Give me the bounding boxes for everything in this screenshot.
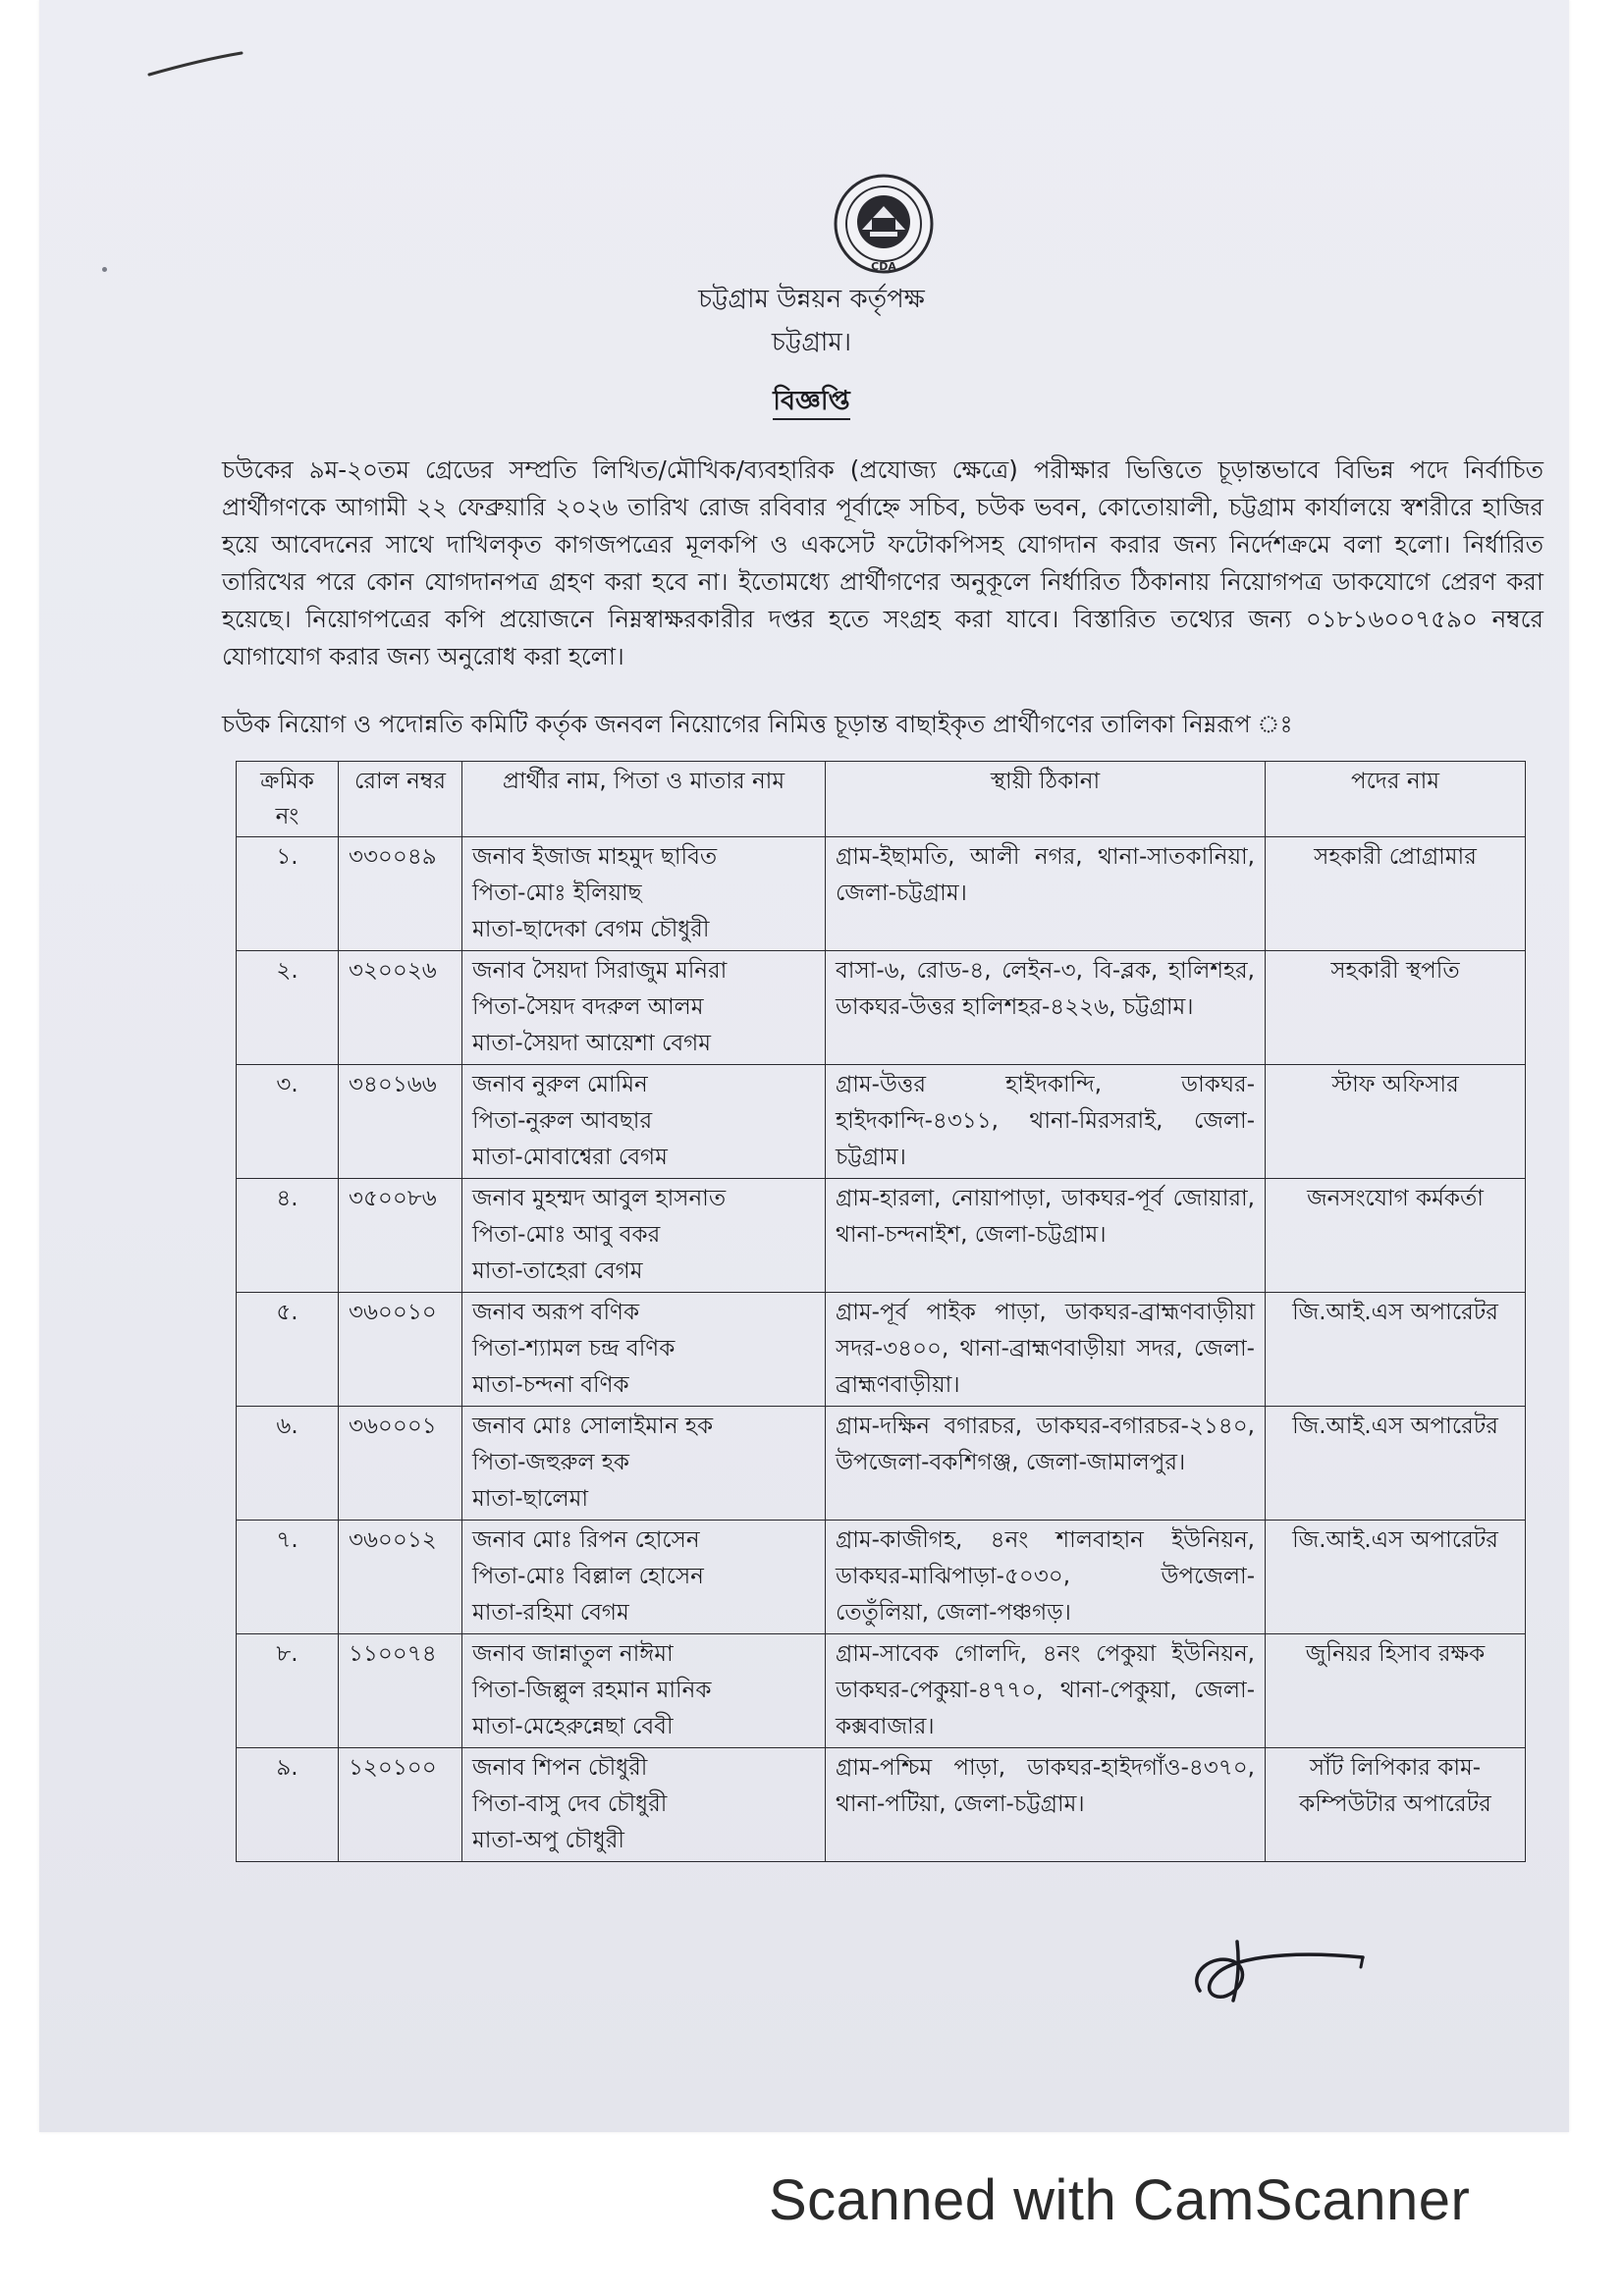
cell-serial: ৬.	[237, 1407, 339, 1521]
mother-name: মাতা-মেহেরুন্নেছা বেবী	[472, 1714, 674, 1739]
cell-address: গ্রাম-পূর্ব পাইক পাড়া, ডাকঘর-ব্রাহ্মণবাড়ীয়া সদর-৩৪০০, থানা-ব্রাহ্মণবাড়ীয়া সদর, জেলা-ব্রাহ্মণবাড়ীয়া।	[826, 1293, 1266, 1407]
cell-roll: ৩৪০১৬৬	[339, 1065, 462, 1179]
father-name: পিতা-সৈয়দ বদরুল আলম	[472, 994, 704, 1020]
mother-name: মাতা-মোবাশ্বেরা বেগম	[472, 1145, 668, 1170]
cell-names	[462, 1634, 826, 1748]
table-row	[237, 1407, 1526, 1521]
organization-city: চট্টগ্রাম।	[771, 328, 852, 357]
cell-names	[462, 1293, 826, 1407]
cell-roll: ৩৬০০১০	[339, 1293, 462, 1407]
cell-serial: ৩.	[237, 1065, 339, 1179]
header-post: পদের নাম	[1266, 762, 1526, 837]
table-row	[237, 951, 1526, 1065]
mother-name: মাতা-চন্দনা বণিক	[472, 1372, 629, 1398]
father-name: পিতা-নুরুল আবছার	[472, 1108, 653, 1134]
table-header-row	[237, 762, 1526, 837]
cell-serial: ২.	[237, 951, 339, 1065]
header-serial: ক্রমিক নং	[237, 762, 339, 837]
candidate-name: জনাব নুরুল মোমিন	[472, 1072, 648, 1097]
header-roll: রোল নম্বর	[339, 762, 462, 837]
table-row	[237, 1748, 1526, 1862]
cell-post: জি.আই.এস অপারেটর	[1266, 1293, 1526, 1407]
mother-name: মাতা-ছাদেকা বেগম চৌধুরী	[472, 917, 710, 942]
cell-names	[462, 1065, 826, 1179]
cell-post: সহকারী প্রোগ্রামার	[1266, 837, 1526, 951]
table-row	[237, 1634, 1526, 1748]
cell-roll: ৩৩০০৪৯	[339, 837, 462, 951]
cell-post: সাঁট লিপিকার কাম-কম্পিউটার অপারেটর	[1266, 1748, 1526, 1862]
header-name: প্রার্থীর নাম, পিতা ও মাতার নাম	[462, 762, 826, 837]
cell-address: গ্রাম-দক্ষিন বগারচর, ডাকঘর-বগারচর-২১৪০, উপজেলা-বকশিগঞ্জ, জেলা-জামালপুর।	[826, 1407, 1266, 1521]
cell-serial: ৯.	[237, 1748, 339, 1862]
cell-names	[462, 1407, 826, 1521]
cell-names	[462, 1748, 826, 1862]
cell-post: জুনিয়র হিসাব রক্ষক	[1266, 1634, 1526, 1748]
candidate-name: জনাব মোঃ রিপন হোসেন	[472, 1527, 700, 1553]
candidate-name: জনাব শিপন চৌধুরী	[472, 1755, 648, 1781]
candidate-table	[236, 761, 1526, 1862]
cell-address: গ্রাম-উত্তর হাইদকান্দি, ডাকঘর-হাইদকান্দি-৪৩১১, থানা-মিরসরাই, জেলা-চট্টগ্রাম।	[826, 1065, 1266, 1179]
cell-roll: ১২০১০০	[339, 1748, 462, 1862]
father-name: পিতা-বাসু দেব চৌধুরী	[472, 1791, 668, 1817]
table-row	[237, 1293, 1526, 1407]
cell-names	[462, 837, 826, 951]
father-name: পিতা-জিল্লুল রহমান মানিক	[472, 1678, 712, 1703]
table-row	[237, 837, 1526, 951]
father-name: পিতা-মোঃ ইলিয়াছ	[472, 881, 642, 906]
scan-speck	[102, 267, 107, 272]
cell-serial: ৪.	[237, 1179, 339, 1293]
cell-address: গ্রাম-ইছামতি, আলী নগর, থানা-সাতকানিয়া, জেলা-চট্টগ্রাম।	[826, 837, 1266, 951]
notice-title: বিজ্ঞপ্তি	[0, 381, 1623, 425]
cell-address: গ্রাম-পশ্চিম পাড়া, ডাকঘর-হাইদগাঁও-৪৩৭০, থানা-পটিয়া, জেলা-চট্টগ্রাম।	[826, 1748, 1266, 1862]
cell-post: জি.আই.এস অপারেটর	[1266, 1407, 1526, 1521]
father-name: পিতা-জহুরুল হক	[472, 1450, 629, 1475]
father-name: পিতা-মোঃ বিল্লাল হোসেন	[472, 1564, 704, 1589]
table-row	[237, 1065, 1526, 1179]
cell-roll: ৩৬০০০১	[339, 1407, 462, 1521]
father-name: পিতা-শ্যামল চন্দ্র বণিক	[472, 1336, 676, 1362]
cell-serial: ৫.	[237, 1293, 339, 1407]
candidate-name: জনাব ইজাজ মাহমুদ ছাবিত	[472, 844, 718, 870]
organization-name: চট্টগ্রাম উন্নয়ন কর্তৃপক্ষ	[698, 285, 925, 314]
cell-post: জনসংযোগ কর্মকর্তা	[1266, 1179, 1526, 1293]
camscanner-watermark: Scanned with CamScanner	[769, 2168, 1471, 2232]
notice-paragraph: চউকের ৯ম-২০তম গ্রেডের সম্প্রতি লিখিত/মৌখিক/ব্যবহারিক (প্রযোজ্য ক্ষেত্রে) পরীক্ষার ভিত্তিতে চূড়ান্তভাবে বিভিন্ন পদে নির্বাচিত প্রার্থীগণকে আগামী ২২ ফেব্রুয়ারি ২০২৬ তারিখ রোজ রবিবার পূর্বাহ্নে সচিব, চউক ভবন, কোতোয়ালী, চট্টগ্রাম কার্যালয়ে স্বশরীরে হাজির হয়ে আবেদনের সাথে দাখিলকৃত কাগজপত্রের মূলকপি ও একসেট ফটোকপিসহ যোগদান করার জন্য নির্দেশক্রমে বলা হলো। নির্ধারিত তারিখের পরে কোন যোগদানপত্র গ্রহণ করা হবে না। ইতোমধ্যে প্রার্থীগণের অনুকূলে নির্ধারিত ঠিকানায় নিয়োগপত্র ডাকযোগে প্রেরণ করা হয়েছে। নিয়োগপত্রের কপি প্রয়োজনে নিম্নস্বাক্ষরকারীর দপ্তর হতে সংগ্রহ করা যাবে। বিস্তারিত তথ্যের জন্য ০১৮১৬০০৭৫৯০ নম্বরে যোগাযোগ করার জন্য অনুরোধ করা হলো।	[222, 455, 1543, 670]
mother-name: মাতা-তাহেরা বেগম	[472, 1258, 643, 1284]
mother-name: মাতা-অপু চৌধুরী	[472, 1828, 624, 1853]
table-row	[237, 1521, 1526, 1634]
list-intro: চউক নিয়োগ ও পদোন্নতি কমিটি কর্তৃক জনবল নিয়োগের নিমিত্ত চূড়ান্ত বাছাইকৃত প্রার্থীগণের তালিকা নিম্নরূপ ঃ	[222, 710, 1293, 738]
cell-post: জি.আই.এস অপারেটর	[1266, 1521, 1526, 1634]
table-row	[237, 1179, 1526, 1293]
cell-address: গ্রাম-কাজীগহ, ৪নং শালবাহান ইউনিয়ন, ডাকঘর-মাঝিপাড়া-৫০৩০, উপজেলা-তেতুঁলিয়া, জেলা-পঞ্চগড়।	[826, 1521, 1266, 1634]
cell-post: সহকারী স্থপতি	[1266, 951, 1526, 1065]
candidate-name: জনাব অরূপ বণিক	[472, 1300, 640, 1325]
candidate-name: জনাব সৈয়দা সিরাজুম মনিরা	[472, 958, 728, 984]
cell-address: বাসা-৬, রোড-৪, লেইন-৩, বি-ব্লক, হালিশহর, ডাকঘর-উত্তর হালিশহর-৪২২৬, চট্টগ্রাম।	[826, 951, 1266, 1065]
cell-roll: ৩৫০০৮৬	[339, 1179, 462, 1293]
mother-name: মাতা-রহিমা বেগম	[472, 1600, 629, 1626]
cell-names	[462, 951, 826, 1065]
signature	[1190, 1924, 1372, 2012]
cda-seal-logo	[833, 173, 935, 277]
cell-names	[462, 1521, 826, 1634]
cell-roll: ৩৬০০১২	[339, 1521, 462, 1634]
cell-post: স্টাফ অফিসার	[1266, 1065, 1526, 1179]
cell-address: গ্রাম-হারলা, নোয়াপাড়া, ডাকঘর-পূর্ব জোয়ারা, থানা-চন্দনাইশ, জেলা-চট্টগ্রাম।	[826, 1179, 1266, 1293]
cell-serial: ৭.	[237, 1521, 339, 1634]
cell-roll: ১১০০৭৪	[339, 1634, 462, 1748]
seal-text: CDA	[871, 260, 896, 273]
mother-name: মাতা-সৈয়দা আয়েশা বেগম	[472, 1031, 711, 1056]
header-address: স্থায়ী ঠিকানা	[826, 762, 1266, 837]
cell-serial: ১.	[237, 837, 339, 951]
candidate-name: জনাব মুহম্মদ আবুল হাসনাত	[472, 1186, 727, 1211]
cell-serial: ৮.	[237, 1634, 339, 1748]
candidate-name: জনাব জান্নাতুল নাঈমা	[472, 1641, 674, 1667]
cell-address: গ্রাম-সাবেক গোলদি, ৪নং পেকুয়া ইউনিয়ন, ডাকঘর-পেকুয়া-৪৭৭০, থানা-পেকুয়া, জেলা-কক্সবাজার।	[826, 1634, 1266, 1748]
father-name: পিতা-মোঃ আবু বকর	[472, 1222, 661, 1248]
cell-roll: ৩২০০২৬	[339, 951, 462, 1065]
mother-name: মাতা-ছালেমা	[472, 1486, 589, 1512]
cell-names	[462, 1179, 826, 1293]
candidate-name: জনাব মোঃ সোলাইমান হক	[472, 1414, 714, 1439]
pen-stroke-mark	[147, 49, 245, 79]
